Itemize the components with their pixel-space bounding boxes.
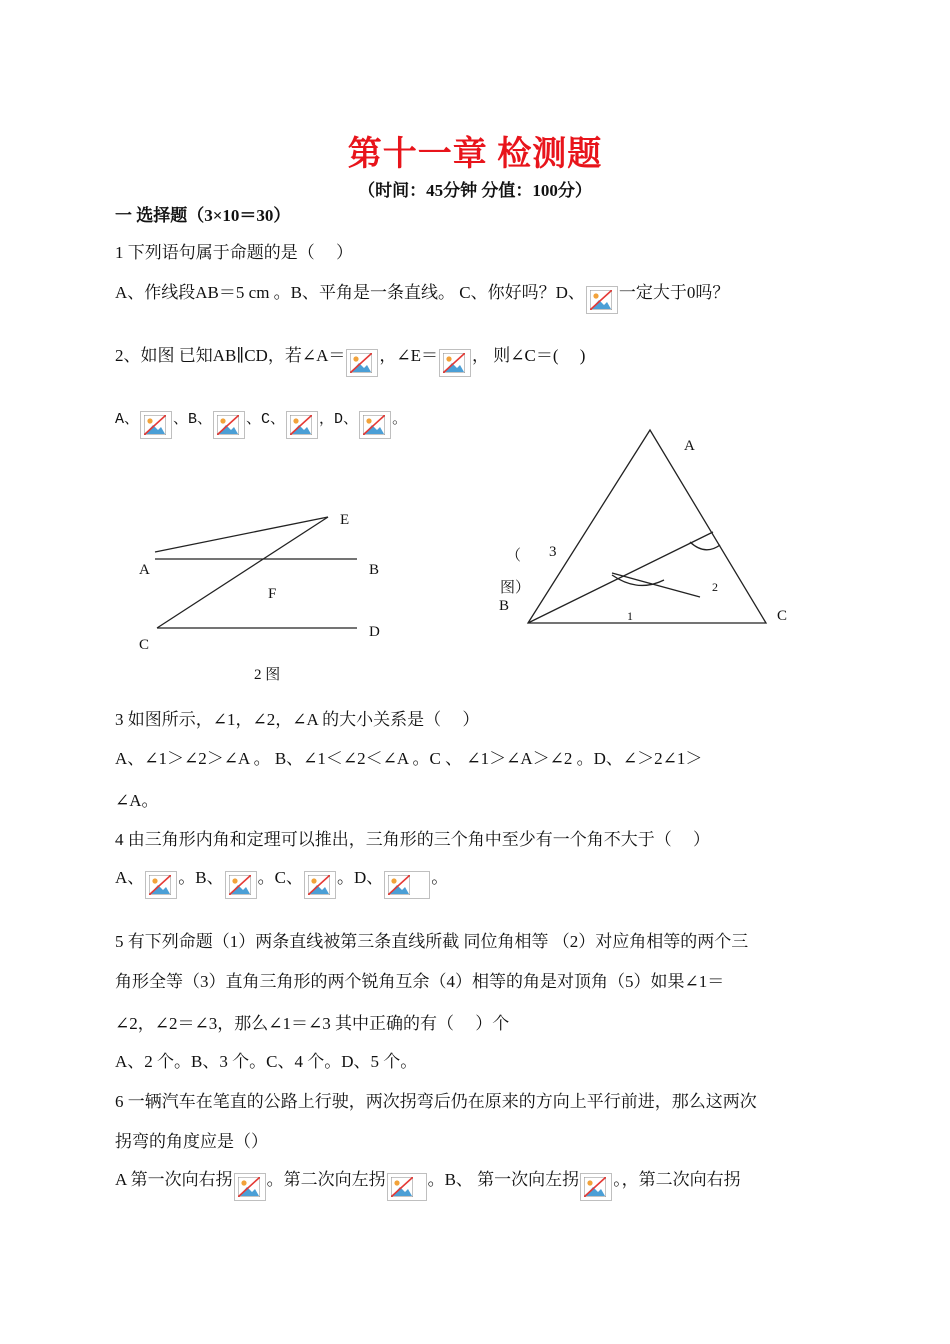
q5-options: A、2 个。B、3 个。C、4 个。D、5 个。: [115, 1052, 418, 1071]
q1-option-d-tail: 一定大于0吗？: [618, 283, 730, 302]
missing-image-icon: [387, 1173, 427, 1201]
section-heading: 一 选择题（3×10＝30）: [115, 206, 291, 225]
q2-option-c: 、C、: [246, 410, 286, 428]
fig1-label-b: B: [369, 562, 380, 578]
fig2-label-angle-2: 2: [712, 580, 718, 594]
fig1-label-f: F: [268, 586, 277, 602]
q6-option-b-part2: 。，第二次向右拐: [613, 1170, 741, 1189]
fig1-label-a: A: [139, 562, 150, 578]
triangle-abc: [528, 430, 766, 623]
fig2-caption-number: 3: [549, 544, 557, 560]
q5-line-1: 5 有下列命题（1）两条直线被第三条直线所截 同位角相等 （2）对应角相等的两个三: [115, 932, 749, 951]
q2-options-end: 。: [392, 410, 408, 428]
q4-options: [115, 863, 448, 893]
q6-option-b-part1: 。B、 第一次向左拐: [427, 1170, 580, 1189]
q3-stem: 3 如图所示，∠1，∠2，∠A 的大小关系是（ ）: [115, 710, 480, 729]
missing-image-icon: [384, 871, 430, 899]
q1-stem: 1 下列语句属于命题的是（ ）: [115, 243, 353, 262]
figure-triangle: [528, 430, 766, 623]
missing-image-icon: [225, 871, 257, 899]
q2-option-b: 、B、: [173, 410, 213, 428]
fig2-label-b: B: [499, 598, 510, 614]
q6-line-2: 拐弯的角度应是（）: [115, 1132, 268, 1151]
q3-options: A、∠1＞∠2＞∠A 。 B、∠1＜∠2＜∠A 。C 、 ∠1＞∠A＞∠2 。D、∠＞2∠1＞: [115, 749, 703, 768]
q1-options-text: A、作线段AB＝5 cm 。B、平角是一条直线。 C、你好吗？D、: [115, 283, 585, 302]
fig2-label-a: A: [684, 438, 695, 454]
page-title: 第十一章 检测题: [347, 136, 603, 173]
figure-parallel-lines: [155, 517, 357, 628]
q6-option-a-part2: 。第二次向左拐: [266, 1170, 386, 1189]
fig1-label-e: E: [340, 512, 350, 528]
missing-image-icon: [580, 1173, 612, 1201]
fig2-caption-open: （: [506, 548, 522, 564]
page-subtitle: （时间：45分钟 分值：100分）: [358, 181, 592, 200]
q4-options-end: 。: [431, 868, 449, 887]
q3-options-cont: ∠A。: [115, 791, 159, 810]
q2-stem-part-b: ，∠E＝: [379, 346, 438, 365]
q2-stem-part-c: ， 则∠C＝( ): [472, 346, 586, 365]
missing-image-icon: [304, 871, 336, 899]
q2-option-a: A、: [115, 410, 140, 428]
missing-image-icon: [234, 1173, 266, 1201]
missing-image-icon: [145, 871, 177, 899]
q4-option-d: 。D、: [336, 868, 384, 887]
fig1-label-c: C: [139, 637, 150, 653]
fig2-label-angle-1: 1: [627, 609, 633, 623]
q6-option-a-part1: A 第一次向右拐: [115, 1170, 233, 1189]
cevian-inner: [612, 573, 700, 597]
q6-options: [115, 1165, 741, 1195]
fig1-label-d: D: [369, 624, 380, 640]
q6-line-1: 6 一辆汽车在笔直的公路上行驶，两次拐弯后仍在原来的方向上平行前进，那么这两次: [115, 1092, 757, 1111]
fig1-caption: 2 图: [254, 667, 281, 683]
q2-option-d: ，D、: [319, 410, 359, 428]
angle-arc-a: [690, 542, 720, 550]
q5-line-2: 角形全等（3）直角三角形的两个锐角互余（4）相等的角是对顶角（5）如果∠1＝: [115, 972, 725, 991]
fig2-label-c: C: [777, 608, 788, 624]
q4-option-b: 。B、: [178, 868, 224, 887]
q4-option-a: A、: [115, 868, 145, 887]
q4-option-c: 。C、: [257, 868, 303, 887]
q2-stem-part-a: 2、如图 已知AB∥CD，若∠A＝: [115, 346, 346, 365]
q4-stem: 4 由三角形内角和定理可以推出，三角形的三个角中至少有一个角不大于（ ）: [115, 830, 710, 849]
q5-line-3: ∠2，∠2＝∠3，那么∠1＝∠3 其中正确的有（ ）个: [115, 1014, 510, 1033]
fig2-caption-close: 图）: [500, 580, 531, 596]
